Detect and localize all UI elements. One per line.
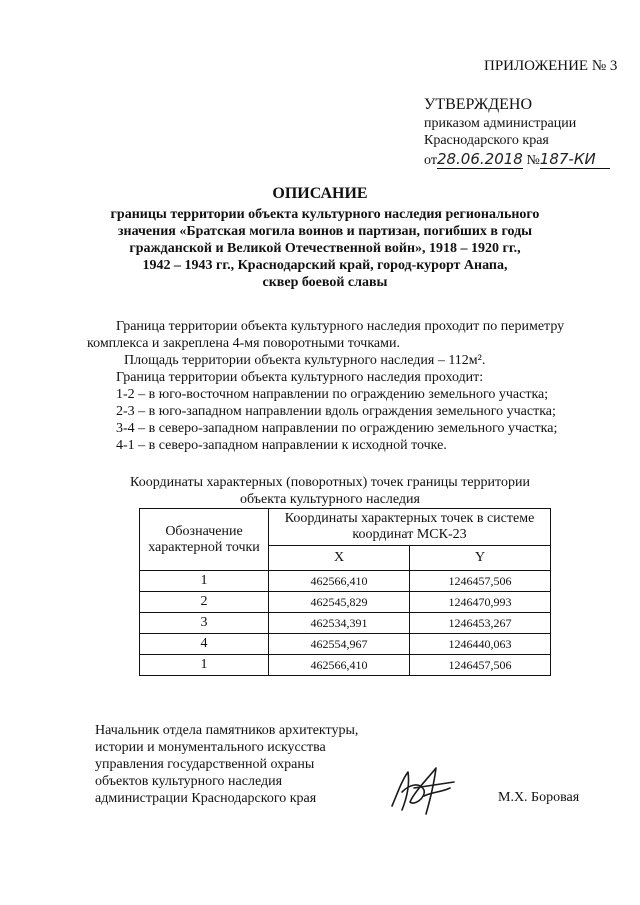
signer-name: М.Х. Боровая: [498, 790, 580, 805]
signer-block: [95, 722, 358, 807]
cell-x: 462566,410: [269, 571, 410, 592]
table-row: [140, 571, 551, 592]
cell-point: 1: [140, 655, 269, 676]
cell-x: 462566,410: [269, 655, 410, 676]
table-row: [140, 634, 551, 655]
subtitle-line: сквер боевой славы: [262, 275, 388, 290]
subtitle-line: 1942 – 1943 гг., Краснодарский край, город-курорт Анапа,: [142, 258, 508, 273]
signer-title-line: объектов культурного наследия: [95, 774, 283, 789]
number-prefix: №: [526, 153, 540, 168]
document-title: ОПИСАНИЕ: [272, 185, 368, 202]
segment-line: 4-1 – в северо-западном направлении к исходной точке.: [116, 438, 447, 453]
col-header-y: Y: [410, 546, 551, 571]
subtitle-line: значения «Братская могила воинов и партизан, погибших в годы: [117, 224, 533, 239]
table-row: [140, 655, 551, 676]
cell-y: 1246440,063: [410, 634, 551, 655]
passes-line: Граница территории объекта культурного наследия проходит:: [116, 370, 484, 385]
coordinates-title: [100, 474, 560, 508]
signer-title-line: управления государственной охраны: [95, 757, 315, 772]
signer-title-line: администрации Краснодарского края: [95, 791, 317, 806]
cell-x: 462554,967: [269, 634, 410, 655]
description-body: [87, 318, 565, 454]
approved-label: УТВЕРЖДЕНО: [424, 96, 533, 113]
cell-point: 3: [140, 613, 269, 634]
signer-title-line: истории и монументального искусства: [95, 740, 326, 755]
segment-line: 3-4 – в северо-западном направлении по ограждению земельного участка;: [116, 421, 558, 436]
document-subtitle: [90, 206, 560, 291]
body-paragraph-line: комплекса и закреплена 4-мя поворотными точками.: [87, 336, 400, 351]
order-number: 187-КИ: [540, 150, 610, 169]
area-line: Площадь территории объекта культурного наследия – 112м².: [124, 353, 486, 368]
order-line-1: приказом администрации: [424, 116, 577, 131]
segment-line: 2-3 – в юго-западном направлении вдоль ограждения земельного участка;: [116, 404, 556, 419]
subtitle-line: границы территории объекта культурного наследия регионального: [110, 207, 540, 222]
cell-y: 1246457,506: [410, 655, 551, 676]
order-date-line: [424, 150, 610, 169]
cell-point: 1: [140, 571, 269, 592]
coordinates-title-line: Координаты характерных (поворотных) точек границы территории: [130, 475, 530, 490]
col-header-system: Координаты характерных точек в системе координат МСК-23: [269, 509, 551, 546]
order-date: 28.06.2018: [436, 150, 523, 168]
cell-point: 4: [140, 634, 269, 655]
table-row: [140, 592, 551, 613]
cell-x: 462545,829: [269, 592, 410, 613]
cell-y: 1246457,506: [410, 571, 551, 592]
subtitle-line: гражданской и Великой Отечественной войн», 1918 – 1920 гг.,: [129, 241, 521, 256]
date-prefix: от: [424, 153, 437, 168]
cell-y: 1246453,267: [410, 613, 551, 634]
coordinates-title-line: объекта культурного наследия: [240, 492, 420, 507]
signer-title-line: Начальник отдела памятников архитектуры,: [95, 723, 359, 738]
order-line-2: Краснодарского края: [424, 133, 549, 148]
cell-point: 2: [140, 592, 269, 613]
body-paragraph-line: Граница территории объекта культурного наследия проходит по периметру: [116, 319, 565, 334]
coordinates-table: [139, 508, 551, 676]
segment-line: 1-2 – в юго-восточном направлении по ограждению земельного участка;: [116, 387, 549, 402]
appendix-label: ПРИЛОЖЕНИЕ № 3: [484, 58, 618, 74]
cell-y: 1246470,993: [410, 592, 551, 613]
col-header-point: Обозначение характерной точки: [140, 509, 269, 571]
table-row: [140, 613, 551, 634]
cell-x: 462534,391: [269, 613, 410, 634]
handwritten-signature: [384, 762, 464, 818]
col-header-x: X: [269, 546, 410, 571]
